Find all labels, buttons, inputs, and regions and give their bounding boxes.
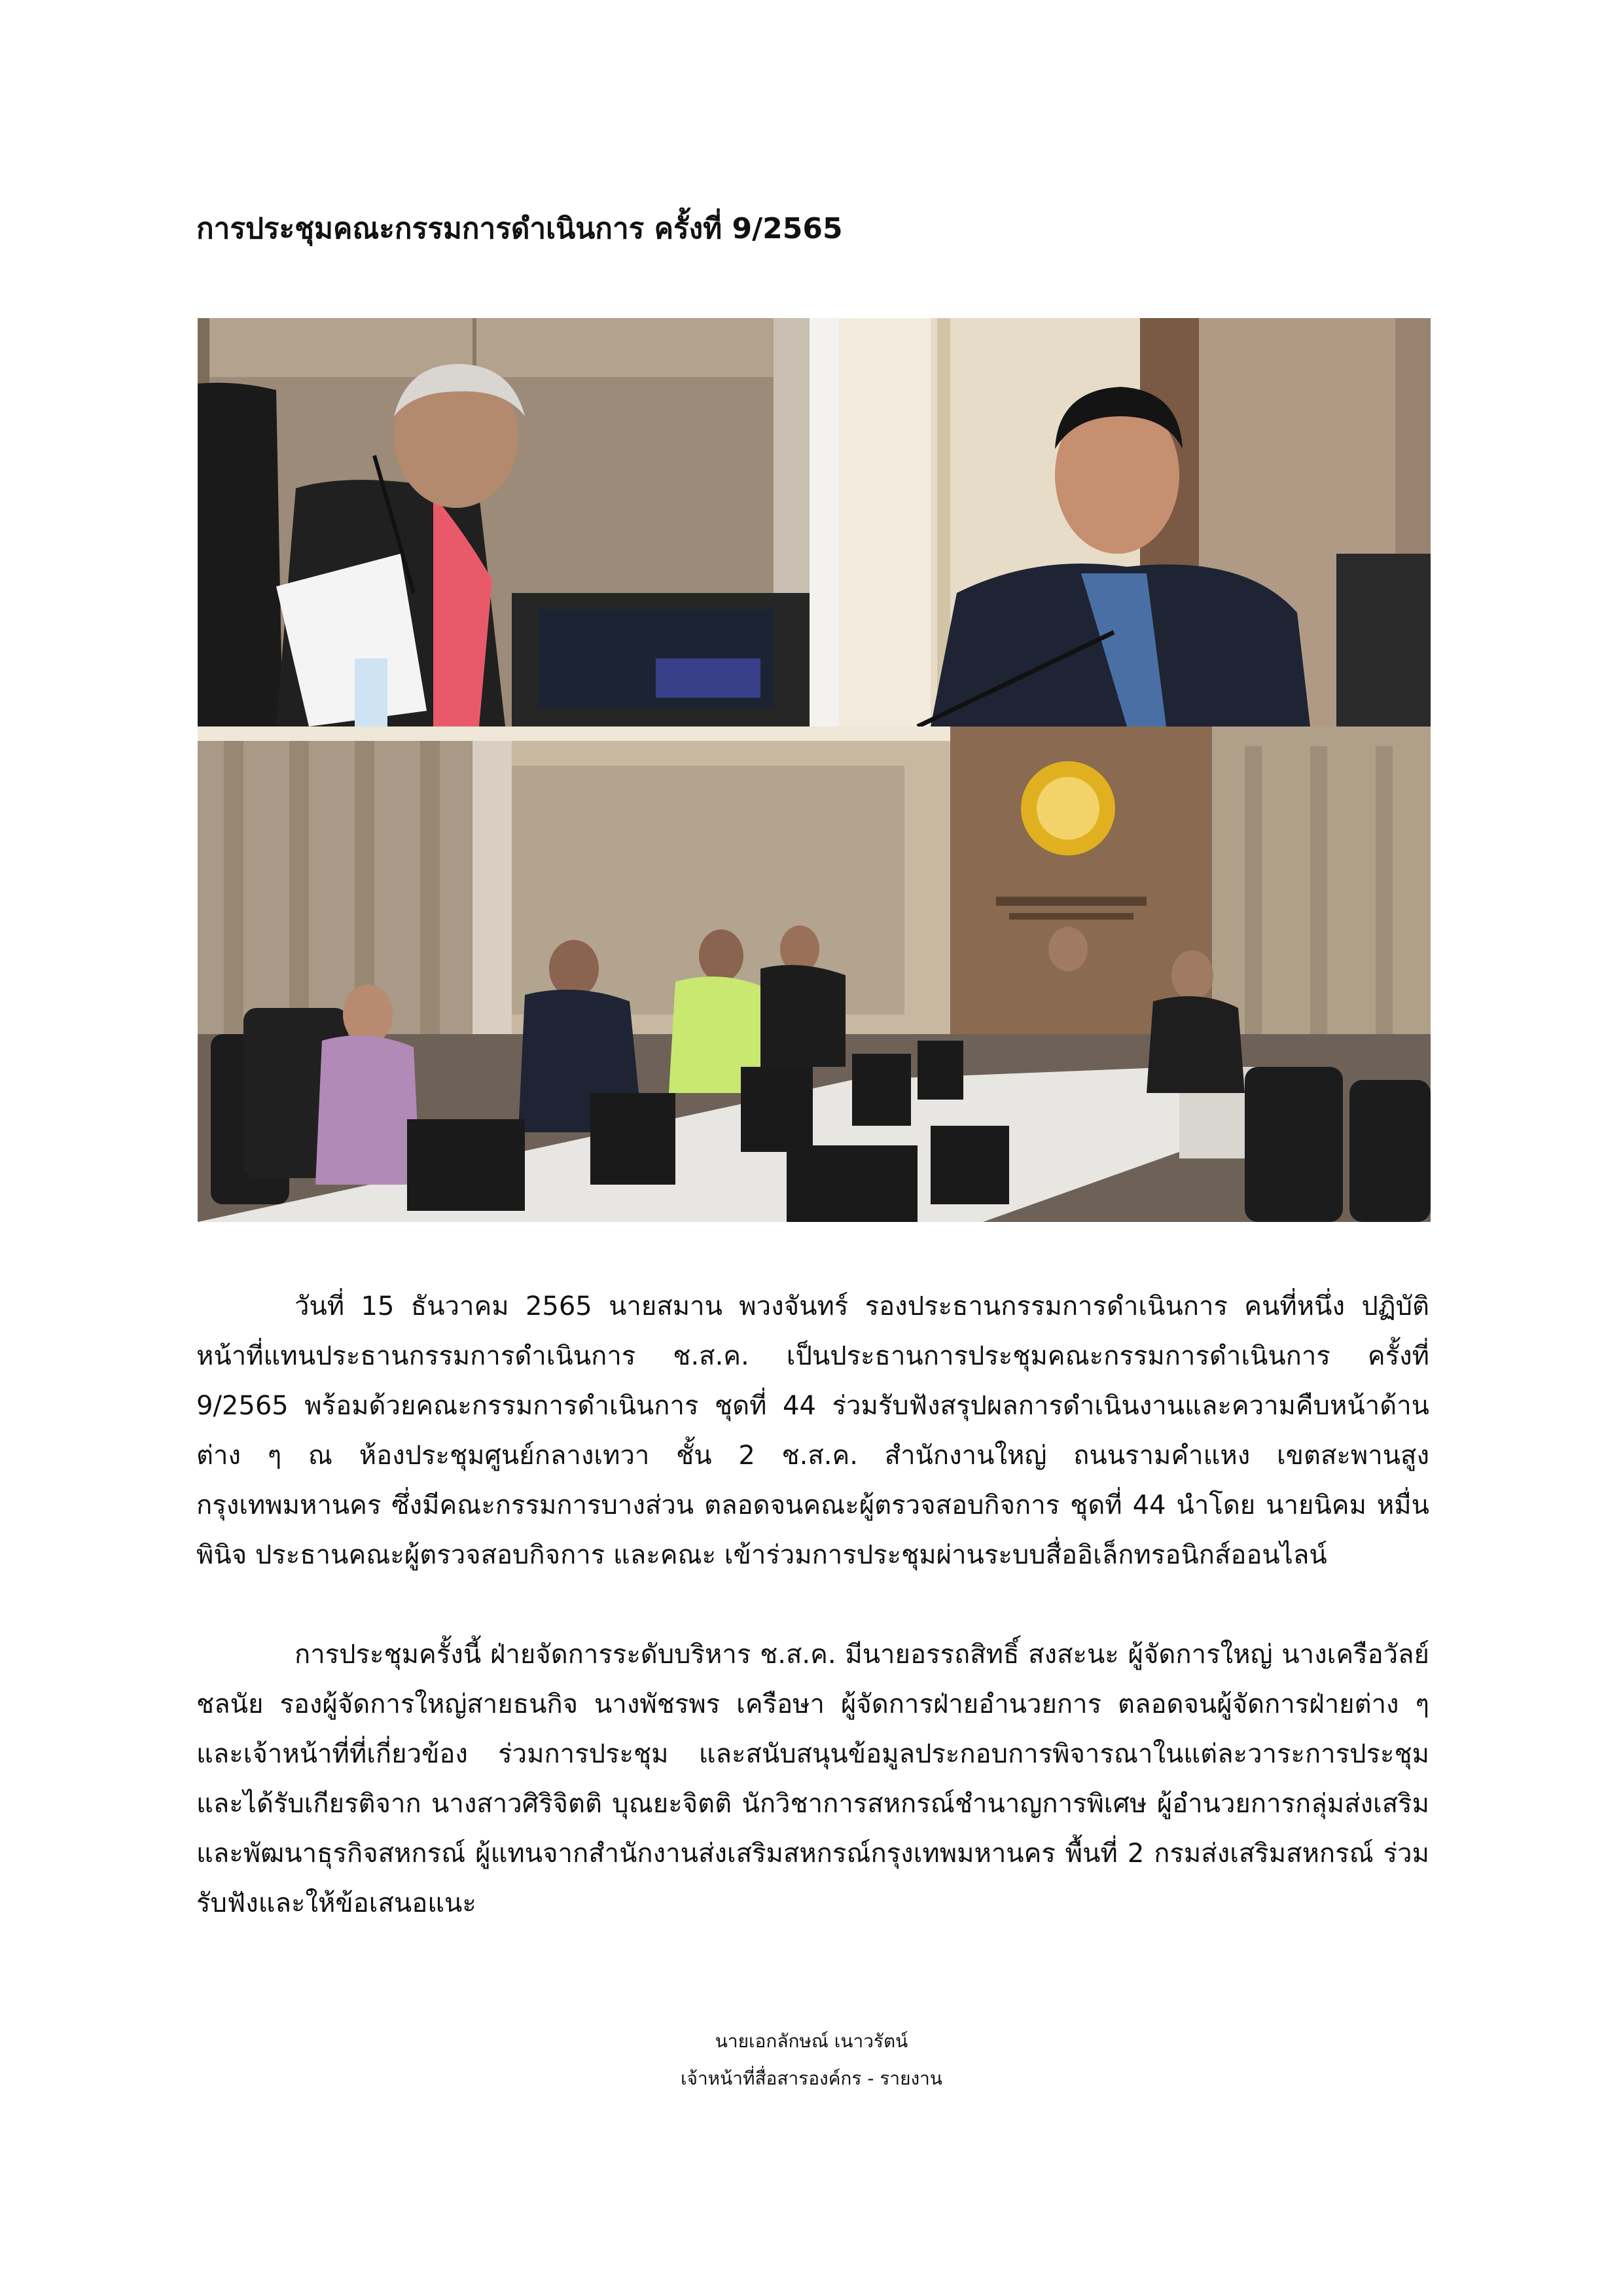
chairman-photo-image (198, 318, 810, 726)
reporter-name: นายเอกลักษณ์ เนาวรัตน์ (715, 2030, 908, 2052)
photo-divider (810, 318, 839, 726)
photo-meeting-room (198, 726, 1431, 1222)
document-title: การประชุมคณะกรรมการดำเนินการ ครั้งที่ 9/2565 (196, 212, 843, 245)
reporter-role: เจ้าหน้าที่สื่อสารองค์กร - รายงาน (680, 2068, 943, 2089)
photo-committee-member (839, 318, 1431, 726)
meeting-room-image (198, 726, 1431, 1222)
body-paragraph-1: วันที่ 15 ธันวาคม 2565 นายสมาน พวงจันทร์ รองประธานกรรมการดำเนินการ คนที่หนึ่ง ปฏิบัติหน้าที่แทนประธานกรรมการดำเนินการ ช.ส.ค. เป็นประธานการประชุมคณะกรรมการดำเนินการ ครั้งที่ 9/2565 พร้อมด้วยคณะกรรมการดำเนินการ ชุดที่ 44 ร่วมรับฟังสรุปผลการดำเนินงานและความคืบหน้าด้านต่าง ๆ ณ ห้องประชุมศูนย์กลางเทวา ชั้น 2 ช.ส.ค. สำนักงานใหญ่ ถนนรามคำแหง เขตสะพานสูง กรุงเทพมหานคร ซึ่งมีคณะกรรมการบางส่วน ตลอดจนคณะผู้ตรวจสอบกิจการ ชุดที่ 44 นำโดย นายนิคม หมื่นพินิจ ประธานคณะผู้ตรวจสอบกิจการ และคณะ เข้าร่วมการประชุมผ่านระบบสื่ออิเล็กทรอนิกส์ออนไลน์ (196, 1291, 1429, 1570)
committee-member-image (839, 318, 1431, 726)
body-paragraph-2: การประชุมครั้งนี้ ฝ่ายจัดการระดับบริหาร ช.ส.ค. มีนายอรรถสิทธิ์ สงสะนะ ผู้จัดการใหญ่ นางเครือวัลย์ ชลนัย รองผู้จัดการใหญ่สายธนกิจ นางพัชรพร เครือษา ผู้จัดการฝ่ายอำนวยการ ตลอดจนผู้จัดการฝ่ายต่าง ๆ และเจ้าหน้าที่ที่เกี่ยวข้อง ร่วมการประชุม และสนับสนุนข้อมูลประกอบการพิจารณาในแต่ละวาระการประชุม และได้รับเกียรติจาก นางสาวศิริจิตติ บุณยะจิตติ นักวิชาการสหกรณ์ชำนาญการพิเศษ ผู้อำนวยการกลุ่มส่งเสริมและพัฒนาธุรกิจสหกรณ์ ผู้แทนจากสำนักงานส่งเสริมสหกรณ์กรุงเทพมหานคร พื้นที่ 2 กรมส่งเสริมสหกรณ์ ร่วมรับฟังและให้ข้อเสนอแนะ (196, 1640, 1429, 1918)
photo-chairman (198, 318, 810, 726)
